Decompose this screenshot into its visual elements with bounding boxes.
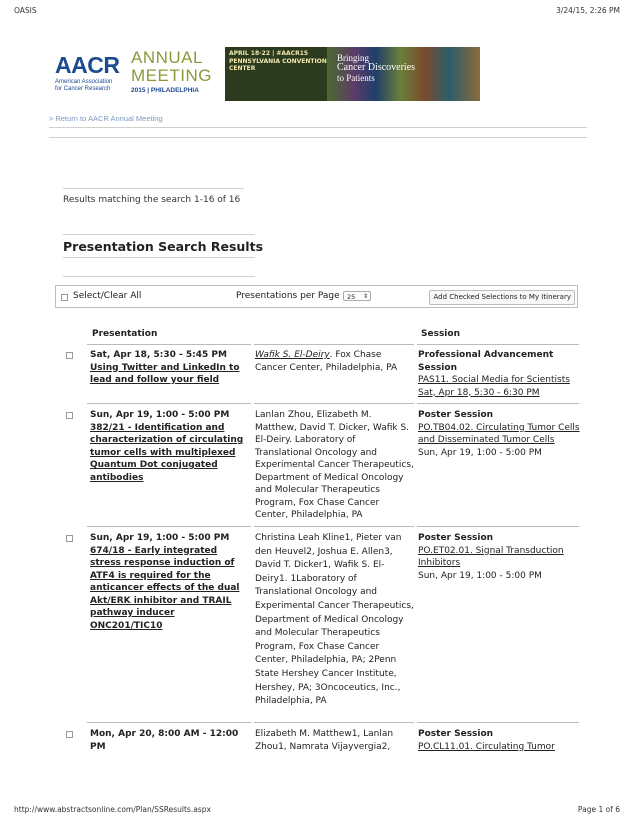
divider [254,722,414,723]
divider [417,344,579,345]
session-link[interactable]: PO.CL11.01. Circulating Tumor [418,741,555,752]
aacr-banner[interactable] [49,47,480,101]
table-row-presentation [90,532,245,632]
annual-meeting-title [127,47,225,101]
divider [417,403,579,404]
presentation-time: Sun, Apr 19, 1:00 - 5:00 PM [90,533,230,543]
banner-image-strip [327,47,480,101]
per-page-label: Presentations per Page [236,291,340,301]
tagline-small: Bringing [337,53,370,63]
aacr-logo-subtitle [55,79,112,93]
print-header-timestamp: 3/24/15, 2:26 PM [556,6,620,15]
table-row-session [418,532,583,582]
row-checkbox[interactable] [66,535,73,542]
divider [87,403,251,404]
print-footer-url: http://www.abstractsonline.com/Plan/SSResults.aspx [14,805,211,814]
add-to-itinerary-button[interactable]: Add Checked Selections to My Itinerary [429,290,575,305]
print-header-title: OASIS [14,6,37,15]
presentation-time: Mon, Apr 20, 8:00 AM - 12:00 PM [90,729,239,752]
select-all-checkbox[interactable] [61,294,68,301]
page-title: Presentation Search Results [63,239,264,254]
divider [87,526,251,527]
divider [49,127,587,128]
annual-meeting-wordmark [131,49,212,85]
print-footer [14,805,620,814]
divider [254,344,414,345]
print-header [14,6,620,15]
annual-word: ANNUAL [131,48,203,67]
column-header-session: Session [421,329,460,339]
meeting-word: MEETING [131,66,212,85]
table-row-presentation [90,409,245,484]
divider [63,257,255,258]
meeting-year-city: 2015 | PHILADELPHIA [131,87,199,94]
table-row-session [418,409,583,459]
session-link[interactable]: PO.ET02.01. Signal Transduction Inhibitors [418,545,564,568]
session-link[interactable]: PO.TB04.02. Circulating Tumor Cells and Disseminated Tumor Cells [418,422,580,445]
table-row-authors: Elizabeth M. Matthew1, Lanlan Zhou1, Namrata Vijayvergia2, [255,729,394,752]
presentation-title-link[interactable]: 674/18 - Early integrated stress response induction of ATF4 is required for the anticancer effects of the dual Akt/ERK inhibitor and TRAIL pathway inducer ONC201/TIC10 [90,545,240,631]
table-row-session [418,349,583,399]
divider [63,188,244,189]
divider [63,276,255,277]
row-checkbox[interactable] [66,412,73,419]
session-time: Sun, Apr 19, 1:00 - 5:00 PM [418,570,542,581]
aacr-logo-text: AACR [55,52,120,78]
presentation-time: Sun, Apr 19, 1:00 - 5:00 PM [90,410,230,420]
divider [63,234,255,235]
meeting-venue: PENNSYLVANIA CONVENTION CENTER [229,58,327,72]
presentation-title-link[interactable]: Using Twitter and LinkedIn to lead and follow your field [90,362,240,385]
divider [87,344,251,345]
author-affiliation: . Fox Chase Cancer Center, Philadelphia, PA [255,350,398,373]
table-row-authors: Lanlan Zhou, Elizabeth M. Matthew, David T. Dicker, Wafik S. El-Deiry. Laboratory of Translational Oncology and Experimental Cancer Therapeutics, Department of Medical Oncology and Molecular Therapeutics Program, Fox Chase Cancer Center, Philadelphia, PA [255,410,414,520]
meeting-dates-block [225,47,327,101]
results-toolbar [55,285,578,308]
print-footer-page: Page 1 of 6 [577,805,620,814]
tagline-end: to Patients [337,73,375,83]
column-header-presentation: Presentation [92,329,158,339]
banner-tagline [337,53,415,83]
row-checkbox[interactable] [66,352,73,359]
per-page-value: 25 [347,293,356,301]
chevron-up-down-icon: ⇕ [362,293,368,300]
table-row-authors: Christina Leah Kline1, Pieter van den Heuvel2, Joshua E. Allen3, David T. Dicker1, Wafik S. El-Deiry1. 1Laboratory of Translational Oncology and Experimental Cancer Therapeutics, Department of Medical Oncology and Molecular Therapeutics Program, Fox Chase Cancer Center, Philadelphia, PA; 2Penn State Hershey Cancer Institute, Hershey, PA; 3Oncoceutics, Inc., Philadelphia, PA [255,533,414,707]
table-row-session [418,728,583,753]
presentation-title-link[interactable]: 382/21 - Identification and characterization of circulating tumor cells with multiplexed Quantum Dot conjugated antibodies [90,422,244,483]
table-row-presentation [90,728,245,753]
session-time: Sun, Apr 19, 1:00 - 5:00 PM [418,447,542,458]
session-time-link[interactable]: Sat, Apr 18, 5:30 - 6:30 PM [418,387,540,398]
session-type: Professional Advancement Session [418,350,554,373]
table-row-presentation [90,349,245,387]
row-checkbox[interactable] [66,731,73,738]
session-type: Poster Session [418,729,494,739]
divider [417,526,579,527]
meeting-dates: APRIL 18-22 | #AACR15 [229,50,309,57]
divider [87,722,251,723]
session-link[interactable]: PAS11. Social Media for Scientists [418,375,570,385]
author-link[interactable]: Wafik S. El-Deiry [255,350,330,360]
session-type: Poster Session [418,533,494,543]
aacr-logo [49,47,127,101]
logo-sub-line-2: for Cancer Research [55,86,111,92]
divider [254,403,414,404]
divider [417,722,579,723]
presentation-time: Sat, Apr 18, 5:30 - 5:45 PM [90,350,227,360]
per-page-select[interactable] [343,291,371,301]
divider [49,137,587,138]
tagline-main: Cancer Discoveries [337,62,416,73]
return-to-meeting-link[interactable]: > Return to AACR Annual Meeting [49,114,163,123]
table-row-authors [255,349,415,374]
divider [254,526,414,527]
logo-sub-line-1: American Association [55,79,113,85]
session-type: Poster Session [418,410,494,420]
select-clear-all-label[interactable]: Select/Clear All [73,291,142,301]
results-count: Results matching the search 1-16 of 16 [63,195,241,205]
